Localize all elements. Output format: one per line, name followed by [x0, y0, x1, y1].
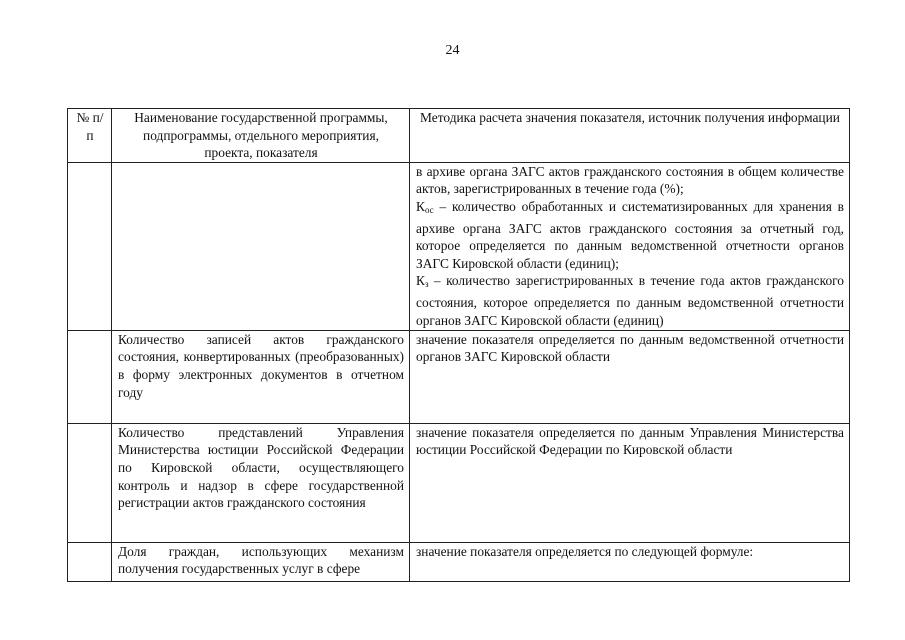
- page-number: 24: [445, 43, 460, 58]
- method-text-continued: в архиве органа ЗАГС актов гражданского состояния в общем количестве актов, зарегистрированных в течение года (%);: [416, 163, 844, 197]
- row-number: [68, 423, 112, 542]
- row-name: Количество записей актов гражданского состояния, конвертированных (преобразованных) в форму электронных документов в отчетном году: [112, 330, 410, 423]
- row-name: Доля граждан, использующих механизм получения государственных услуг в сфере: [112, 542, 410, 581]
- header-method: Методика расчета значения показателя, источник получения информации: [410, 109, 850, 163]
- koc-subscript: ос: [424, 204, 434, 215]
- kz-description: – количество зарегистрированных в течение года актов гражданского состояния, которое определяется по данным ведомственной отчетности органов ЗАГС Кировской области (единиц): [416, 273, 844, 328]
- formula-var-koc: [416, 198, 844, 272]
- row-name: Количество представлений Управления Министерства юстиции Российской Федерации по Кировской области, осуществляющего контроль и надзор в сфере государственной регистрации актов гражданского состояния: [112, 423, 410, 542]
- koc-symbol: К: [416, 198, 425, 214]
- row-method: значение показателя определяется по данным ведомственной отчетности органов ЗАГС Кировской области: [410, 330, 850, 423]
- row-method: [410, 162, 850, 330]
- row-name: [112, 162, 410, 330]
- koc-description: – количество обработанных и систематизированных для хранения в архиве органа ЗАГС актов гражданского состояния за отчетный год, которое определяется по данным ведомственной отчетности органов ЗАГС Кировской области (единиц);: [416, 198, 844, 271]
- kz-symbol: К: [416, 273, 425, 289]
- row-number: [68, 330, 112, 423]
- indicator-table: [67, 108, 850, 582]
- row-number: [68, 542, 112, 581]
- table-row: [68, 330, 850, 423]
- row-method: значение показателя определяется по следующей формуле:: [410, 542, 850, 581]
- table-row: [68, 542, 850, 581]
- row-number: [68, 162, 112, 330]
- formula-var-kz: [416, 272, 844, 329]
- header-name: Наименование государственной программы, подпрограммы, отдельного мероприятия, проекта, показателя: [112, 109, 410, 163]
- table-row: [68, 162, 850, 330]
- header-number: № п/п: [68, 109, 112, 163]
- table-header-row: [68, 109, 850, 163]
- row-method: значение показателя определяется по данным Управления Министерства юстиции Российской Федерации по Кировской области: [410, 423, 850, 542]
- table-row: [68, 423, 850, 542]
- kz-subscript: з: [424, 279, 429, 290]
